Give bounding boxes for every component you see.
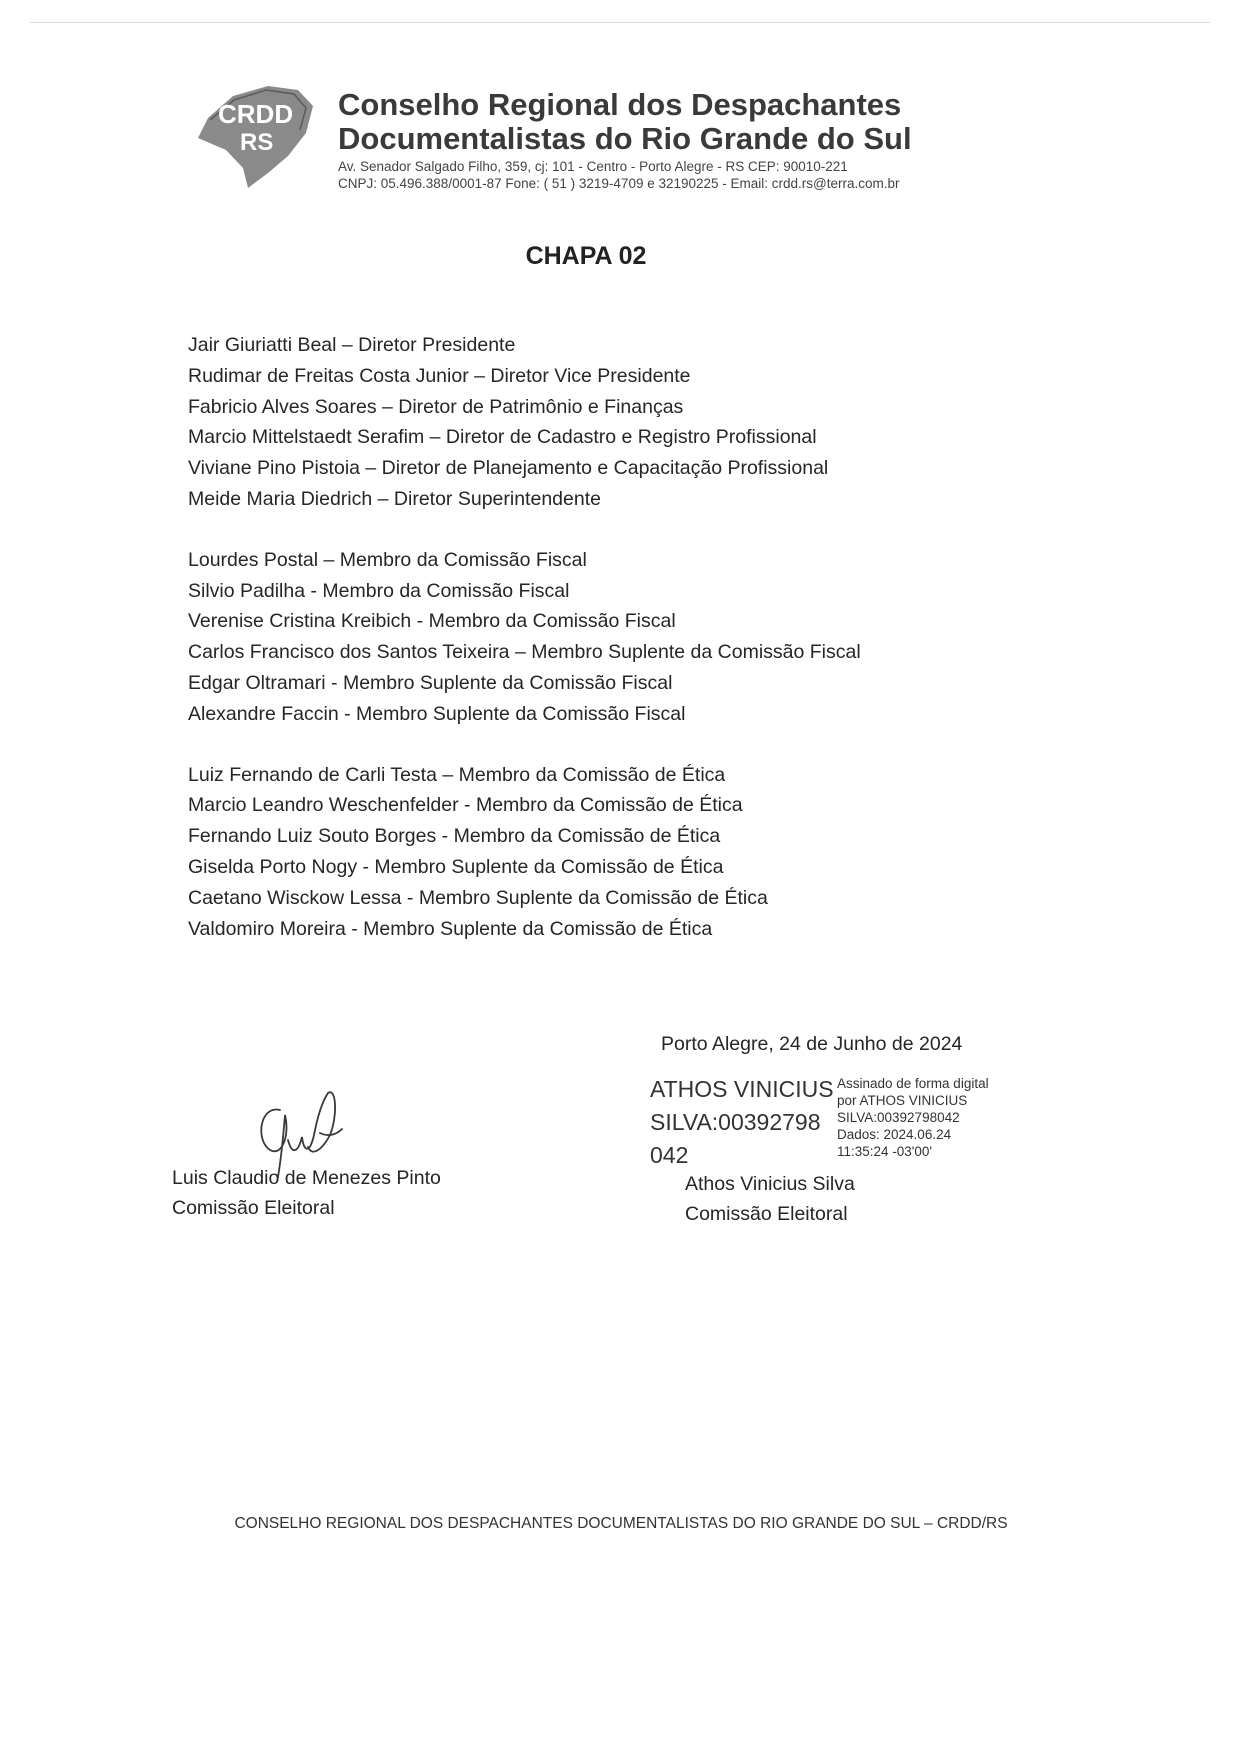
list-item: Alexandre Faccin - Membro Suplente da Comissão Fiscal — [188, 702, 686, 725]
list-item: Valdomiro Moreira - Membro Suplente da Comissão de Ética — [188, 917, 713, 940]
list-item: Carlos Francisco dos Santos Teixeira – Membro Suplente da Comissão Fiscal — [188, 641, 861, 664]
list-item: Marcio Leandro Weschenfelder - Membro da Comissão de Ética — [188, 794, 743, 817]
digital-name-line1: ATHOS VINICIUS — [650, 1076, 834, 1102]
org-name-line2: Documentalistas do Rio Grande do Sul — [338, 121, 912, 156]
list-item: Edgar Oltramari - Membro Suplente da Comissão Fiscal — [188, 671, 673, 694]
list-item: Fabricio Alves Soares – Diretor de Patrimônio e Finanças — [188, 395, 684, 418]
list-item: Fernando Luiz Souto Borges - Membro da Comissão de Ética — [188, 825, 721, 848]
list-item: Verenise Cristina Kreibich - Membro da Comissão Fiscal — [188, 610, 676, 633]
digital-signature-details — [837, 1075, 989, 1160]
ethics-commission-group — [188, 760, 861, 945]
signature-right — [685, 1169, 855, 1229]
crdd-logo — [188, 78, 338, 198]
list-item: Silvio Padilha - Membro da Comissão Fiscal — [188, 579, 570, 602]
scan-edge-line — [30, 22, 1210, 23]
digital-signature-name — [650, 1073, 834, 1172]
list-item: Lourdes Postal – Membro da Comissão Fiscal — [188, 548, 587, 571]
list-item: Viviane Pino Pistoia – Diretor de Planejamento e Capacitação Profissional — [188, 457, 829, 480]
directors-group — [188, 330, 861, 515]
members-list — [188, 330, 861, 974]
organization-address — [338, 158, 900, 192]
signer-role-left: Comissão Eleitoral — [172, 1197, 335, 1219]
list-item: Giselda Porto Nogy - Membro Suplente da Comissão de Ética — [188, 855, 724, 878]
digital-detail-line3: SILVA:00392798042 — [837, 1110, 960, 1125]
list-item: Rudimar de Freitas Costa Junior – Diretor Vice Presidente — [188, 364, 691, 387]
address-line2: CNPJ: 05.496.388/0001-87 Fone: ( 51 ) 3219-4709 e 32190225 - Email: crdd.rs@terra.com.br — [338, 176, 900, 191]
list-item: Meide Maria Diedrich – Diretor Superintendente — [188, 487, 601, 510]
address-line1: Av. Senador Salgado Filho, 359, cj: 101 - Centro - Porto Alegre - RS CEP: 90010-221 — [338, 159, 848, 174]
digital-detail-line1: Assinado de forma digital — [837, 1076, 989, 1091]
digital-name-line3: 042 — [650, 1142, 689, 1168]
signer-name-right: Athos Vinicius Silva — [685, 1173, 855, 1195]
list-item: Caetano Wisckow Lessa - Membro Suplente da Comissão de Ética — [188, 886, 768, 909]
digital-detail-line4: Dados: 2024.06.24 — [837, 1127, 952, 1142]
digital-name-line2: SILVA:00392798 — [650, 1109, 821, 1135]
document-title: CHAPA 02 — [525, 242, 647, 270]
list-item: Luiz Fernando de Carli Testa – Membro da Comissão de Ética — [188, 763, 726, 786]
logo-text-rs: RS — [240, 129, 274, 156]
fiscal-commission-group — [188, 545, 861, 730]
digital-detail-line2: por ATHOS VINICIUS — [837, 1093, 968, 1108]
digital-detail-line5: 11:35:24 -03'00' — [837, 1144, 932, 1159]
logo-text-crdd: CRDD — [218, 99, 294, 129]
signature-left — [172, 1163, 441, 1223]
signer-role-right: Comissão Eleitoral — [685, 1203, 848, 1225]
list-item: Jair Giuriatti Beal – Diretor Presidente — [188, 334, 516, 356]
place-date: Porto Alegre, 24 de Junho de 2024 — [661, 1033, 963, 1055]
list-item: Marcio Mittelstaedt Serafim – Diretor de Cadastro e Registro Profissional — [188, 426, 817, 449]
page-footer: CONSELHO REGIONAL DOS DESPACHANTES DOCUMENTALISTAS DO RIO GRANDE DO SUL – CRDD/RS — [234, 1515, 1008, 1532]
org-name-line1: Conselho Regional dos Despachantes — [338, 87, 902, 122]
signer-name-left: Luis Claudio de Menezes Pinto — [172, 1167, 441, 1189]
organization-name — [338, 88, 912, 156]
